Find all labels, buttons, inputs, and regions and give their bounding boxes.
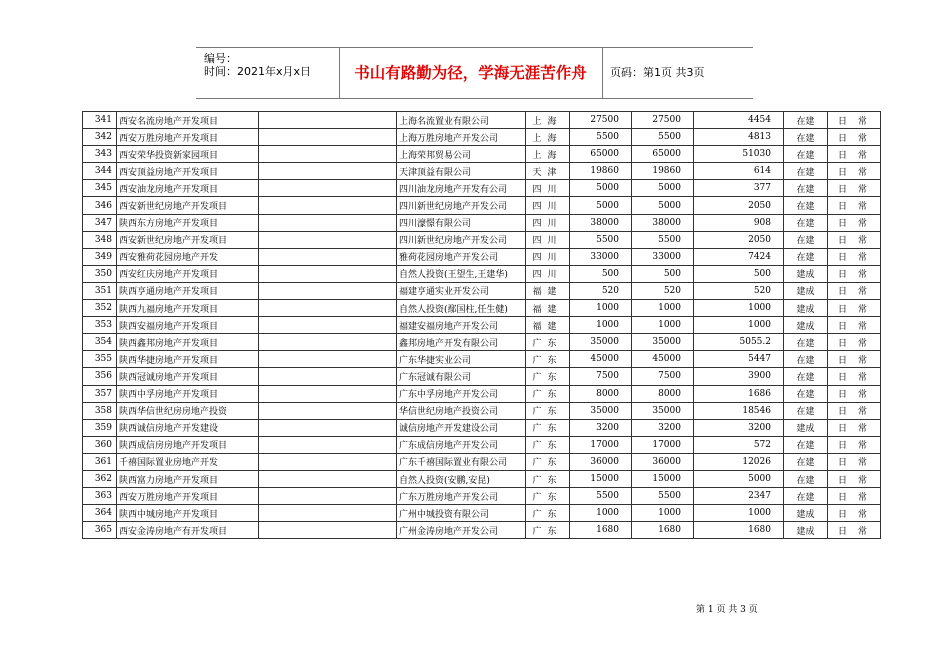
- category-cell: 日常: [828, 488, 881, 505]
- total-investment-cell: 7500: [632, 368, 694, 385]
- project-name-cell: 陕西诚信房地产开发建设: [117, 419, 259, 436]
- blank-cell-cell: [259, 368, 397, 385]
- planned-investment-cell: 1000: [570, 317, 632, 334]
- province-cell: 四川: [526, 197, 570, 214]
- developer-name-cell: 上海名流置业有限公司: [397, 112, 526, 129]
- completed-investment-cell: 5447: [694, 351, 784, 368]
- completed-investment-cell: 520: [694, 282, 784, 299]
- category-cell: 日常: [828, 282, 881, 299]
- category-cell: 日常: [828, 453, 881, 470]
- table-row: [83, 248, 881, 265]
- total-investment-cell: 1000: [632, 317, 694, 334]
- category-cell: 日常: [828, 419, 881, 436]
- status-cell: 在建: [784, 488, 828, 505]
- developer-name-cell: 四川新世纪房地产开发公司: [397, 231, 526, 248]
- project-name-cell: 陕西华信世纪房房地产投资: [117, 402, 259, 419]
- row-number-cell: 359: [83, 419, 117, 436]
- project-name-cell: 西安名流房地产开发项目: [117, 112, 259, 129]
- total-investment-cell: 520: [632, 282, 694, 299]
- status-cell: 在建: [784, 385, 828, 402]
- category-cell: 日常: [828, 248, 881, 265]
- developer-name-cell: 雅荷花园房地产开发公司: [397, 248, 526, 265]
- developer-name-cell: 上海万胜房地产开发公司: [397, 129, 526, 146]
- row-number-cell: 343: [83, 146, 117, 163]
- developer-name-cell: 福建亨通实业开发公司: [397, 282, 526, 299]
- planned-investment-cell: 65000: [570, 146, 632, 163]
- table-row: [83, 129, 881, 146]
- blank-cell-cell: [259, 317, 397, 334]
- developer-name-cell: 诚信房地产开发建设公司: [397, 419, 526, 436]
- blank-cell-cell: [259, 488, 397, 505]
- planned-investment-cell: 520: [570, 282, 632, 299]
- project-name-cell: 陕西富力房地产开发项目: [117, 470, 259, 487]
- project-name-cell: 西安雅荷花园房地产开发: [117, 248, 259, 265]
- planned-investment-cell: 5500: [570, 129, 632, 146]
- blank-cell-cell: [259, 146, 397, 163]
- row-number-cell: 341: [83, 112, 117, 129]
- planned-investment-cell: 38000: [570, 214, 632, 231]
- developer-name-cell: 广东万胜房地产开发公司: [397, 488, 526, 505]
- province-cell: 四川: [526, 248, 570, 265]
- planned-investment-cell: 5500: [570, 231, 632, 248]
- province-cell: 广东: [526, 488, 570, 505]
- status-cell: 在建: [784, 248, 828, 265]
- completed-investment-cell: 1000: [694, 300, 784, 317]
- completed-investment-cell: 18546: [694, 402, 784, 419]
- planned-investment-cell: 3200: [570, 419, 632, 436]
- province-cell: 四川: [526, 214, 570, 231]
- planned-investment-cell: 1000: [570, 505, 632, 522]
- province-cell: 四川: [526, 265, 570, 282]
- table-row: [83, 163, 881, 180]
- category-cell: 日常: [828, 317, 881, 334]
- status-cell: 建成: [784, 282, 828, 299]
- developer-name-cell: 四川濠憬有限公司: [397, 214, 526, 231]
- status-cell: 建成: [784, 265, 828, 282]
- total-investment-cell: 19860: [632, 163, 694, 180]
- table-row: [83, 436, 881, 453]
- table-row: [83, 180, 881, 197]
- row-number-cell: 348: [83, 231, 117, 248]
- total-investment-cell: 35000: [632, 402, 694, 419]
- completed-investment-cell: 1000: [694, 505, 784, 522]
- total-investment-cell: 36000: [632, 453, 694, 470]
- category-cell: 日常: [828, 470, 881, 487]
- footer-page-number: 第 1 页 共 3 页: [696, 605, 758, 615]
- developer-name-cell: 广东冠诚有限公司: [397, 368, 526, 385]
- total-investment-cell: 5500: [632, 231, 694, 248]
- project-name-cell: 西安新世纪房地产开发项目: [117, 231, 259, 248]
- developer-name-cell: 自然人投资(鄢国柱,任生健): [397, 300, 526, 317]
- row-number-cell: 346: [83, 197, 117, 214]
- table-row: [83, 368, 881, 385]
- completed-investment-cell: 377: [694, 180, 784, 197]
- blank-cell-cell: [259, 402, 397, 419]
- project-name-cell: 陕西东方房地产开发项目: [117, 214, 259, 231]
- row-number-cell: 342: [83, 129, 117, 146]
- category-cell: 日常: [828, 505, 881, 522]
- project-name-cell: 千禧国际置业房地产开发: [117, 453, 259, 470]
- planned-investment-cell: 1000: [570, 300, 632, 317]
- project-name-cell: 陕西亨通房地产开发项目: [117, 282, 259, 299]
- project-name-cell: 西安新世纪房地产开发项目: [117, 197, 259, 214]
- planned-investment-cell: 45000: [570, 351, 632, 368]
- blank-cell-cell: [259, 265, 397, 282]
- developer-name-cell: 天津顶益有限公司: [397, 163, 526, 180]
- status-cell: 建成: [784, 505, 828, 522]
- blank-cell-cell: [259, 419, 397, 436]
- blank-cell-cell: [259, 282, 397, 299]
- project-name-cell: 陕西中城房地产开发项目: [117, 505, 259, 522]
- planned-investment-cell: 5000: [570, 180, 632, 197]
- completed-investment-cell: 4454: [694, 112, 784, 129]
- province-cell: 广东: [526, 419, 570, 436]
- total-investment-cell: 38000: [632, 214, 694, 231]
- blank-cell-cell: [259, 300, 397, 317]
- total-investment-cell: 5000: [632, 180, 694, 197]
- row-number-cell: 361: [83, 453, 117, 470]
- row-number-cell: 362: [83, 470, 117, 487]
- province-cell: 广东: [526, 436, 570, 453]
- row-number-cell: 363: [83, 488, 117, 505]
- planned-investment-cell: 8000: [570, 385, 632, 402]
- province-cell: 上海: [526, 112, 570, 129]
- table-row: [83, 488, 881, 505]
- total-investment-cell: 15000: [632, 470, 694, 487]
- completed-investment-cell: 2050: [694, 231, 784, 248]
- row-number-cell: 364: [83, 505, 117, 522]
- completed-investment-cell: 614: [694, 163, 784, 180]
- status-cell: 在建: [784, 197, 828, 214]
- status-cell: 在建: [784, 146, 828, 163]
- category-cell: 日常: [828, 231, 881, 248]
- status-cell: 在建: [784, 163, 828, 180]
- table-row: [83, 453, 881, 470]
- project-name-cell: 西安金涛房地产有开发项目: [117, 522, 259, 539]
- table-row: [83, 317, 881, 334]
- status-cell: 在建: [784, 453, 828, 470]
- status-cell: 在建: [784, 351, 828, 368]
- row-number-cell: 350: [83, 265, 117, 282]
- blank-cell-cell: [259, 112, 397, 129]
- developer-name-cell: 广东中孚房地产开发公司: [397, 385, 526, 402]
- table-row: [83, 470, 881, 487]
- blank-cell-cell: [259, 214, 397, 231]
- project-name-cell: 陕西成信房房地产开发项目: [117, 436, 259, 453]
- planned-investment-cell: 7500: [570, 368, 632, 385]
- completed-investment-cell: 1686: [694, 385, 784, 402]
- row-number-cell: 360: [83, 436, 117, 453]
- table-row: [83, 265, 881, 282]
- project-name-cell: 西安万胜房地产开发项目: [117, 488, 259, 505]
- status-cell: 在建: [784, 334, 828, 351]
- total-investment-cell: 5000: [632, 197, 694, 214]
- status-cell: 在建: [784, 402, 828, 419]
- total-investment-cell: 1680: [632, 522, 694, 539]
- planned-investment-cell: 36000: [570, 453, 632, 470]
- province-cell: 广东: [526, 351, 570, 368]
- province-cell: 广东: [526, 453, 570, 470]
- code-label: 编号：: [204, 52, 237, 65]
- province-cell: 四川: [526, 231, 570, 248]
- completed-investment-cell: 2347: [694, 488, 784, 505]
- planned-investment-cell: 5000: [570, 197, 632, 214]
- row-number-cell: 356: [83, 368, 117, 385]
- total-investment-cell: 1000: [632, 300, 694, 317]
- province-cell: 福建: [526, 317, 570, 334]
- category-cell: 日常: [828, 146, 881, 163]
- completed-investment-cell: 3200: [694, 419, 784, 436]
- status-cell: 建成: [784, 522, 828, 539]
- completed-investment-cell: 1680: [694, 522, 784, 539]
- status-cell: 在建: [784, 112, 828, 129]
- total-investment-cell: 8000: [632, 385, 694, 402]
- category-cell: 日常: [828, 197, 881, 214]
- project-table: [82, 111, 881, 539]
- project-name-cell: 西安油龙房地产开发项目: [117, 180, 259, 197]
- blank-cell-cell: [259, 231, 397, 248]
- category-cell: 日常: [828, 112, 881, 129]
- planned-investment-cell: 19860: [570, 163, 632, 180]
- total-investment-cell: 3200: [632, 419, 694, 436]
- table-row: [83, 505, 881, 522]
- row-number-cell: 358: [83, 402, 117, 419]
- project-name-cell: 西安荣华投资新家园项目: [117, 146, 259, 163]
- completed-investment-cell: 500: [694, 265, 784, 282]
- province-cell: 天津: [526, 163, 570, 180]
- planned-investment-cell: 5500: [570, 488, 632, 505]
- table-row: [83, 334, 881, 351]
- total-investment-cell: 33000: [632, 248, 694, 265]
- completed-investment-cell: 1000: [694, 317, 784, 334]
- table-row: [83, 231, 881, 248]
- status-cell: 建成: [784, 419, 828, 436]
- planned-investment-cell: 500: [570, 265, 632, 282]
- table-row: [83, 282, 881, 299]
- category-cell: 日常: [828, 368, 881, 385]
- developer-name-cell: 广州中城投资有限公司: [397, 505, 526, 522]
- planned-investment-cell: 35000: [570, 402, 632, 419]
- table-row: [83, 402, 881, 419]
- developer-name-cell: 上海荣邦贸易公司: [397, 146, 526, 163]
- blank-cell-cell: [259, 197, 397, 214]
- blank-cell-cell: [259, 334, 397, 351]
- table-row: [83, 522, 881, 539]
- table-row: [83, 419, 881, 436]
- category-cell: 日常: [828, 385, 881, 402]
- province-cell: 广东: [526, 368, 570, 385]
- category-cell: 日常: [828, 214, 881, 231]
- header-info: [196, 48, 340, 98]
- total-investment-cell: 65000: [632, 146, 694, 163]
- completed-investment-cell: 2050: [694, 197, 784, 214]
- header-page-number: 页码：第1页 共3页: [610, 66, 705, 79]
- status-cell: 在建: [784, 180, 828, 197]
- developer-name-cell: 自然人投资(安鹏,安昆): [397, 470, 526, 487]
- total-investment-cell: 35000: [632, 334, 694, 351]
- project-name-cell: 西安红庆房地产开发项目: [117, 265, 259, 282]
- category-cell: 日常: [828, 522, 881, 539]
- developer-name-cell: 四川新世纪房地产开发公司: [397, 197, 526, 214]
- total-investment-cell: 45000: [632, 351, 694, 368]
- row-number-cell: 345: [83, 180, 117, 197]
- status-cell: 建成: [784, 300, 828, 317]
- project-name-cell: 陕西九福房地产开发项目: [117, 300, 259, 317]
- blank-cell-cell: [259, 351, 397, 368]
- planned-investment-cell: 15000: [570, 470, 632, 487]
- project-name-cell: 西安顶益房地产开发项目: [117, 163, 259, 180]
- total-investment-cell: 27500: [632, 112, 694, 129]
- category-cell: 日常: [828, 402, 881, 419]
- category-cell: 日常: [828, 334, 881, 351]
- blank-cell-cell: [259, 129, 397, 146]
- developer-name-cell: 鑫邦房地产开发有限公司: [397, 334, 526, 351]
- status-cell: 在建: [784, 231, 828, 248]
- status-cell: 在建: [784, 214, 828, 231]
- category-cell: 日常: [828, 300, 881, 317]
- province-cell: 广东: [526, 402, 570, 419]
- status-cell: 在建: [784, 129, 828, 146]
- blank-cell-cell: [259, 453, 397, 470]
- completed-investment-cell: 4813: [694, 129, 784, 146]
- project-name-cell: 陕西中孚房地产开发项目: [117, 385, 259, 402]
- completed-investment-cell: 3900: [694, 368, 784, 385]
- planned-investment-cell: 27500: [570, 112, 632, 129]
- planned-investment-cell: 35000: [570, 334, 632, 351]
- developer-name-cell: 福建安福房地产开发公司: [397, 317, 526, 334]
- developer-name-cell: 广东千禧国际置业有限公司: [397, 453, 526, 470]
- row-number-cell: 365: [83, 522, 117, 539]
- planned-investment-cell: 17000: [570, 436, 632, 453]
- row-number-cell: 349: [83, 248, 117, 265]
- developer-name-cell: 广东成信房地产开发公司: [397, 436, 526, 453]
- category-cell: 日常: [828, 129, 881, 146]
- table-row: [83, 385, 881, 402]
- status-cell: 在建: [784, 368, 828, 385]
- developer-name-cell: 四川油龙房地产开发有公司: [397, 180, 526, 197]
- blank-cell-cell: [259, 505, 397, 522]
- province-cell: 福建: [526, 300, 570, 317]
- province-cell: 广东: [526, 522, 570, 539]
- row-number-cell: 357: [83, 385, 117, 402]
- status-cell: 在建: [784, 470, 828, 487]
- row-number-cell: 351: [83, 282, 117, 299]
- province-cell: 广东: [526, 334, 570, 351]
- province-cell: 广东: [526, 470, 570, 487]
- page-header: [196, 47, 753, 99]
- blank-cell-cell: [259, 180, 397, 197]
- total-investment-cell: 1000: [632, 505, 694, 522]
- planned-investment-cell: 1680: [570, 522, 632, 539]
- province-cell: 广东: [526, 505, 570, 522]
- province-cell: 广东: [526, 385, 570, 402]
- blank-cell-cell: [259, 248, 397, 265]
- table-row: [83, 351, 881, 368]
- category-cell: 日常: [828, 351, 881, 368]
- motto-text: 书山有路勤为径，学海无涯苦作舟: [339, 48, 603, 98]
- project-name-cell: 陕西冠诚房地产开发项目: [117, 368, 259, 385]
- province-cell: 四川: [526, 180, 570, 197]
- total-investment-cell: 5500: [632, 129, 694, 146]
- date-label: 时间：2021年x月x日: [204, 65, 312, 78]
- province-cell: 上海: [526, 146, 570, 163]
- total-investment-cell: 17000: [632, 436, 694, 453]
- completed-investment-cell: 5055.2: [694, 334, 784, 351]
- table-row: [83, 300, 881, 317]
- row-number-cell: 353: [83, 317, 117, 334]
- project-name-cell: 西安万胜房地产开发项目: [117, 129, 259, 146]
- status-cell: 在建: [784, 436, 828, 453]
- developer-name-cell: 广东华捷实业公司: [397, 351, 526, 368]
- completed-investment-cell: 7424: [694, 248, 784, 265]
- table-row: [83, 112, 881, 129]
- total-investment-cell: 5500: [632, 488, 694, 505]
- completed-investment-cell: 5000: [694, 470, 784, 487]
- blank-cell-cell: [259, 470, 397, 487]
- province-cell: 福建: [526, 282, 570, 299]
- table-row: [83, 197, 881, 214]
- completed-investment-cell: 12026: [694, 453, 784, 470]
- table-row: [83, 146, 881, 163]
- developer-name-cell: 华信世纪房地产投资公司: [397, 402, 526, 419]
- table-row: [83, 214, 881, 231]
- blank-cell-cell: [259, 522, 397, 539]
- completed-investment-cell: 51030: [694, 146, 784, 163]
- project-name-cell: 陕西鑫邦房地产开发项目: [117, 334, 259, 351]
- row-number-cell: 352: [83, 300, 117, 317]
- category-cell: 日常: [828, 436, 881, 453]
- total-investment-cell: 500: [632, 265, 694, 282]
- project-name-cell: 陕西华捷房地产开发项目: [117, 351, 259, 368]
- planned-investment-cell: 33000: [570, 248, 632, 265]
- developer-name-cell: 自然人投资(王望生,王建华): [397, 265, 526, 282]
- status-cell: 建成: [784, 317, 828, 334]
- category-cell: 日常: [828, 265, 881, 282]
- blank-cell-cell: [259, 163, 397, 180]
- category-cell: 日常: [828, 163, 881, 180]
- row-number-cell: 344: [83, 163, 117, 180]
- project-name-cell: 陕西安福房地产开发项目: [117, 317, 259, 334]
- row-number-cell: 355: [83, 351, 117, 368]
- row-number-cell: 347: [83, 214, 117, 231]
- category-cell: 日常: [828, 180, 881, 197]
- blank-cell-cell: [259, 385, 397, 402]
- row-number-cell: 354: [83, 334, 117, 351]
- completed-investment-cell: 572: [694, 436, 784, 453]
- blank-cell-cell: [259, 436, 397, 453]
- province-cell: 上海: [526, 129, 570, 146]
- completed-investment-cell: 908: [694, 214, 784, 231]
- developer-name-cell: 广州金涛房地产开发公司: [397, 522, 526, 539]
